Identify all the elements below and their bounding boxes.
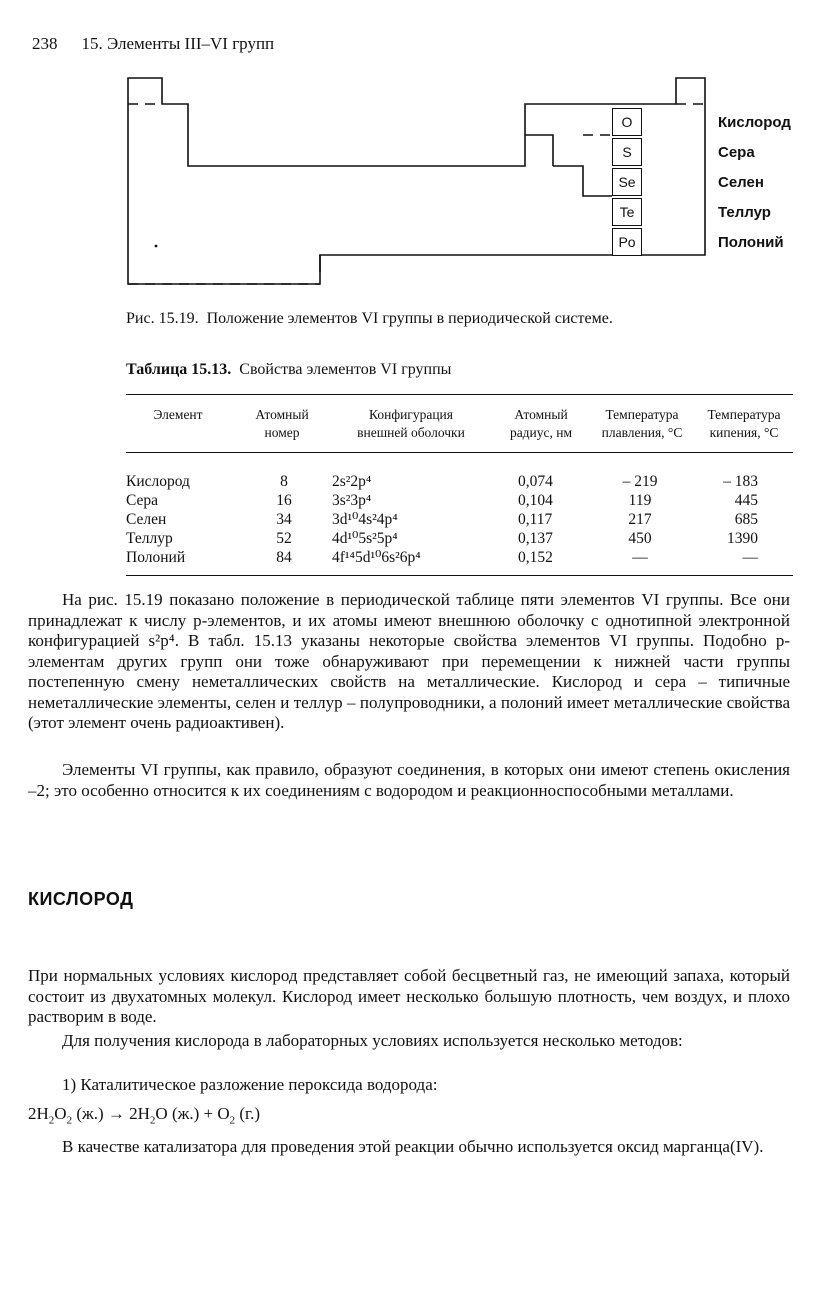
element-name-selenium: Селен — [718, 174, 764, 191]
cell-config: 3d¹⁰4s²4p⁴ — [332, 511, 398, 528]
eq-term: O — [217, 1104, 230, 1123]
eq-term: O — [54, 1104, 67, 1123]
figure-caption-text: Положение элементов VI группы в периодической системе. — [206, 310, 613, 327]
table-caption — [126, 361, 451, 379]
table-top-rule — [126, 394, 793, 395]
eq-term: (г.) — [235, 1104, 261, 1123]
cell-boiling: 445 — [734, 492, 758, 509]
eq-sub: 2 — [66, 1114, 73, 1127]
cell-element: Кислород — [126, 473, 190, 490]
table-caption-text: Свойства элементов VI группы — [239, 361, 452, 378]
cell-melting: – 219 — [622, 473, 658, 490]
cell-boiling: – 183 — [723, 473, 758, 490]
eq-sub: 2 — [149, 1114, 156, 1127]
cell-radius: 0,104 — [518, 492, 553, 509]
element-name-oxygen: Кислород — [718, 114, 791, 131]
cell-element: Полоний — [126, 549, 186, 566]
table-bottom-rule — [126, 575, 793, 576]
figure-caption-number: Рис. 15.19. — [126, 310, 199, 327]
cell-number: 52 — [276, 530, 292, 547]
eq-term: (ж.) → — [72, 1104, 130, 1123]
cell-config: 3s²3p⁴ — [332, 492, 372, 509]
element-cell-oxygen: O — [612, 108, 642, 136]
cell-melting: 450 — [628, 530, 652, 547]
cell-melting: 217 — [628, 511, 652, 528]
cell-number: 34 — [276, 511, 292, 528]
table-header-melting: Температура плавления, °C — [601, 407, 683, 440]
table-header-rule — [126, 452, 793, 453]
cell-number: 84 — [276, 549, 292, 566]
cell-element: Теллур — [126, 530, 173, 547]
eq-term: 2H — [28, 1104, 49, 1123]
table-header-config: Конфигурация внешней оболочки — [357, 407, 465, 440]
eq-sub: 2 — [48, 1114, 55, 1127]
section-heading: КИСЛОРОД — [28, 889, 134, 909]
element-cell-tellurium: Te — [612, 198, 642, 226]
element-cell-selenium: Se — [612, 168, 642, 196]
cell-melting: 119 — [628, 492, 652, 509]
dot-mark — [155, 245, 158, 248]
cell-number: 8 — [280, 473, 288, 490]
element-cell-sulfur: S — [612, 138, 642, 166]
table-header-boiling: Температура кипения, °C — [707, 407, 781, 440]
element-name-polonium: Полоний — [718, 234, 784, 251]
paragraph-catalyst: В качестве катализатора для проведения этой реакции обычно используется оксид марганца(IV). — [62, 1137, 764, 1156]
paragraph-oxygen-properties: При нормальных условиях кислород представляет собой бесцветный газ, не имеющий запаха, который состоит из двухатомных молекул. Кислород имеет несколько большую плотность, чем воздух, и плохо растворим в воде. — [28, 966, 790, 1026]
cell-config: 2s²2p⁴ — [332, 473, 372, 490]
element-name-tellurium: Теллур — [718, 204, 771, 221]
figure-caption — [126, 310, 613, 328]
element-cell-polonium: Po — [612, 228, 642, 256]
eq-sub: 2 — [229, 1114, 236, 1127]
paragraph-group-overview: На рис. 15.19 показано положение в периодической таблице пяти элементов VI группы. Все они принадлежат к числу p-элементов, и их атомы имеют внешнюю оболочку с однотипной электронной конфигурацией s²p⁴. В табл. 15.13 указаны некоторые свойства элементов VI группы. Подобно p-элементам других групп они тоже обнаруживают при перемещении к нижней части группы постепенную смену неметаллических свойств на металлические. Кислород и сера – типичные неметаллические элементы, селен и теллур – полупроводники, а полоний имеет металлические свойства (этот элемент очень радиоактивен). — [28, 590, 790, 732]
metal-boundary-line — [553, 166, 612, 196]
cell-element: Сера — [126, 492, 159, 509]
running-title: 15. Элементы III–VI групп — [81, 34, 275, 53]
method-item-1: 1) Каталитическое разложение пероксида водорода: — [62, 1075, 438, 1094]
cell-radius: 0,137 — [518, 530, 553, 547]
cell-element: Селен — [126, 511, 167, 528]
table-header-element: Элемент — [153, 407, 203, 422]
cell-config: 4d¹⁰5s²5p⁴ — [332, 530, 398, 547]
table-header-radius: Атомный радиус, нм — [509, 407, 573, 440]
table-header-number: Атомный номер — [255, 407, 309, 440]
page-number: 238 — [32, 34, 58, 53]
chemical-equation — [28, 1104, 260, 1126]
cell-radius: 0,074 — [518, 473, 553, 490]
eq-term: 2H — [129, 1104, 150, 1123]
paragraph-oxidation-state: Элементы VI группы, как правило, образуют соединения, в которых они имеют степень окисления –2; это особенно относится к их соединениям с водородом и реакционноспособными металлами. — [28, 760, 790, 800]
table-caption-number: Таблица 15.13. — [126, 361, 232, 378]
eq-term: (ж.) + — [167, 1104, 218, 1123]
cell-radius: 0,117 — [518, 511, 553, 528]
cell-boiling: 1390 — [727, 530, 758, 547]
cell-number: 16 — [276, 492, 292, 509]
cell-config: 4f¹⁴5d¹⁰6s²6p⁴ — [332, 549, 421, 566]
cell-melting: — — [632, 549, 648, 566]
cell-boiling: 685 — [734, 511, 758, 528]
eq-term: O — [155, 1104, 168, 1123]
block-boundary-d — [525, 135, 553, 166]
paragraph-lab-methods: Для получения кислорода в лабораторных условиях используется несколько методов: — [62, 1031, 683, 1050]
cell-radius: 0,152 — [518, 549, 553, 566]
periodic-table-figure — [0, 0, 817, 300]
cell-boiling: — — [742, 549, 758, 566]
element-name-sulfur: Сера — [718, 144, 755, 161]
